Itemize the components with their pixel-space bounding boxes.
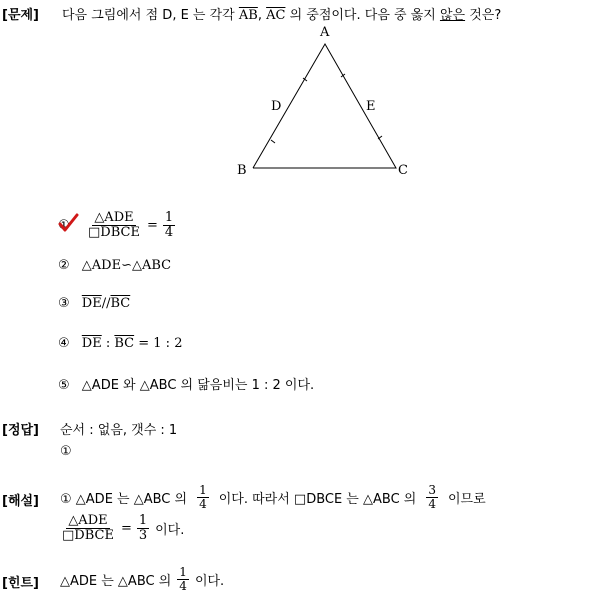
choice-3[interactable] [58, 296, 130, 311]
explanation-ratio-value: $\frac{1}{3}$ [138, 512, 148, 543]
choice-2-text: △ADE∽△ABC [81, 258, 172, 273]
explanation-text-2: 이다. 따라서 □DBCE 는 △ABC 의 [218, 491, 417, 507]
explanation-fraction-1: $\frac{1}{4}$ [199, 482, 207, 511]
choice-4[interactable] [58, 336, 182, 351]
problem-text-1: 다음 그림에서 점 D, E 는 각각 [62, 8, 239, 23]
hint-text-1: △ADE 는 △ABC 의 [60, 573, 172, 589]
problem-label: [문제] [2, 8, 39, 23]
vertex-b-label: B [237, 163, 247, 178]
choice-1-fraction: $\frac{\text{△ADE}}{\text{□DBCE}}$ [88, 209, 140, 240]
hint-text-2: 이다. [194, 573, 225, 589]
segment-bc: $\overline{BC}$ [114, 336, 135, 351]
segment-bc: $\overline{BC}$ [110, 296, 131, 311]
problem-sep: , [257, 8, 267, 23]
segment-ab: $\overline{AB}$ [238, 8, 258, 23]
triangle-figure [228, 22, 428, 182]
problem-text-3: 것은? [465, 8, 502, 23]
choice-2-number: ② [58, 258, 70, 273]
explanation-label: [해설] [2, 494, 39, 509]
answer-line-2: ① [60, 444, 72, 459]
explanation-text-3: 이므로 [448, 491, 486, 507]
choice-5[interactable] [58, 374, 314, 393]
parallel-sign: // [101, 296, 111, 311]
segment-de: $\overline{DE}$ [81, 336, 102, 351]
explanation-text-1: ① △ADE 는 △ABC 의 [60, 491, 188, 507]
vertex-c-label: C [398, 163, 408, 178]
choice-2[interactable] [58, 258, 171, 273]
underlined-word: 않은 [439, 8, 466, 23]
choice-5-text: △ADE 와 △ABC 의 닮음비는 1 : 2 이다. [81, 378, 315, 393]
choice-4-rest: = 1 : 2 [134, 336, 183, 351]
explanation-line-1 [60, 480, 486, 514]
tick-mark [271, 140, 275, 143]
choice-1[interactable] [58, 207, 175, 243]
choice-1-number: ① [58, 218, 80, 233]
explanation-ratio-fraction: $\frac{\text{△ADE}}{\text{□DBCE}}$ [62, 512, 114, 543]
choice-3-number: ③ [58, 296, 70, 311]
point-d-label: D [271, 99, 282, 114]
explanation-tail: 이다. [155, 522, 185, 538]
equals-sign: = [146, 217, 158, 233]
problem-text-2: 의 중점이다. 다음 중 옳지 [285, 8, 440, 23]
explanation-fraction-2: $\frac{3}{4}$ [428, 482, 436, 511]
check-mark-icon [58, 213, 80, 233]
hint-line [60, 562, 224, 596]
segment-de: $\overline{DE}$ [81, 296, 102, 311]
answer-label: [정답] [2, 423, 39, 438]
problem-statement [62, 4, 501, 23]
choice-4-number: ④ [58, 336, 70, 351]
segment-ac: $\overline{AC}$ [266, 8, 286, 23]
vertex-a-label: A [320, 25, 330, 40]
ratio-sign: : [101, 336, 115, 351]
hint-fraction: $\frac{1}{4}$ [179, 564, 187, 593]
choice-1-value: $\frac{1}{4}$ [164, 209, 174, 240]
answer-line-1: 순서 : 없음, 갯수 : 1 [60, 423, 178, 438]
choice-5-number: ⑤ [58, 378, 70, 393]
point-e-label: E [366, 99, 376, 114]
hint-label: [힌트] [2, 576, 39, 591]
equals-sign: = [120, 520, 132, 536]
explanation-line-2 [60, 510, 184, 546]
